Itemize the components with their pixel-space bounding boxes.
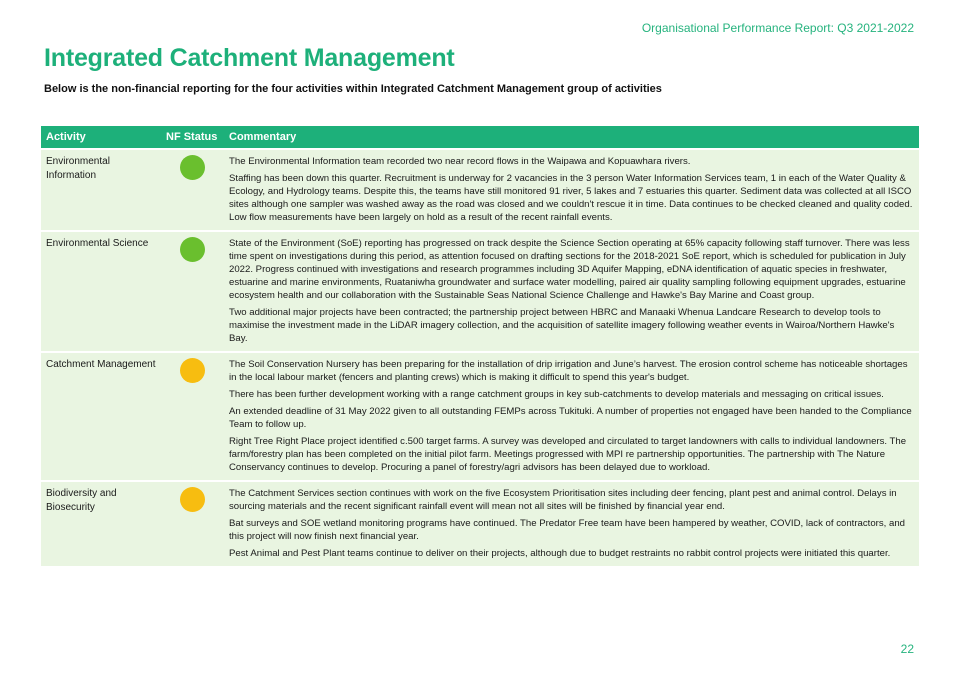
page-number: 22 (900, 642, 914, 656)
column-header-activity: Activity (41, 126, 161, 149)
commentary-cell (224, 149, 919, 231)
table-header-row (41, 126, 919, 149)
commentary-cell (224, 352, 919, 481)
page-subtitle: Below is the non-financial reporting for the four activities within Integrated Catchment Management group of activities (44, 83, 662, 95)
activity-cell: Environmental Science (41, 231, 161, 352)
status-cell (161, 149, 224, 231)
commentary-paragraph: Bat surveys and SOE wetland monitoring programs have continued. The Predator Free team have been hampered by weather, COVID, lack of contractors, and this project will now finish next financial year. (229, 518, 906, 542)
commentary-paragraph: State of the Environment (SoE) reporting has progressed on track despite the Science Section operating at 65% capacity following staff turnover. There was less time spent on investigations during this period, as attention focused on drafting sections for the 2018-2021 SoE report, which is scheduled for publication in July 2022. Progress continued with investigations and research programmes including 3D Aquifer Mapping, eDNA identification of aquatic species in freshwater, estuarine and marine environments, Ruataniwha groundwater and surface water modelling, paired air quality sampling following equipment upgrades, estuarine ecosystem health and our collaboration with the Sustainable Seas National Science Challenge and Hawke's Bay Marine and Coast group. (229, 238, 910, 301)
performance-table (41, 126, 919, 568)
table-row (41, 231, 919, 352)
status-indicator-icon (180, 358, 205, 383)
commentary-paragraph: There has been further development working with a range catchment groups in key sub-catchments to develop materials and messaging on critical issues. (229, 389, 884, 400)
commentary-paragraph: Right Tree Right Place project identified c.500 target farms. A survey was developed and circulated to target landowners with calls to individual landowners. The farm/forestry plan has been completed on the initial pilot farm. Meetings progressed with MPI re partnership opportunities. The partnership with The Nature Conservancy continues to develop. Procuring a panel of forestry/agri advisors has been delayed due to workload. (229, 436, 907, 473)
report-header: Organisational Performance Report: Q3 2021-2022 (641, 21, 914, 35)
commentary-cell (224, 481, 919, 567)
table-row (41, 481, 919, 567)
commentary-paragraph: Pest Animal and Pest Plant teams continue to deliver on their projects, although due to budget restraints no rabbit control projects were initiated this quarter. (229, 548, 891, 559)
status-indicator-icon (180, 155, 205, 180)
status-indicator-icon (180, 237, 205, 262)
status-cell (161, 231, 224, 352)
commentary-paragraph: The Environmental Information team recorded two near record flows in the Waipawa and Kopuawhara rivers. (229, 156, 691, 167)
status-indicator-icon (180, 487, 205, 512)
commentary-paragraph: The Catchment Services section continues with work on the five Ecosystem Prioritisation sites including deer fencing, plant pest and animal control. Delays in sourcing materials and the recent significant rainfall event will mean not all sites will be finished by financial year end. (229, 488, 897, 512)
column-header-commentary: Commentary (224, 126, 919, 149)
table-row (41, 149, 919, 231)
activity-cell: Biodiversity and Biosecurity (41, 481, 161, 567)
activity-cell: Catchment Management (41, 352, 161, 481)
commentary-paragraph: The Soil Conservation Nursery has been preparing for the installation of drip irrigation and June’s harvest. The erosion control scheme has noticeable shortages in the local labour market (fencers and planting crews) which is making it difficult to spend this year's budget. (229, 359, 908, 383)
commentary-paragraph: An extended deadline of 31 May 2022 given to all outstanding FEMPs across Tukituki. A number of properties not engaged have been handed to the Compliance Team to follow up. (229, 406, 912, 430)
status-cell (161, 481, 224, 567)
page-title: Integrated Catchment Management (44, 44, 455, 72)
commentary-paragraph: Staffing has been down this quarter. Recruitment is underway for 2 vacancies in the 3 person Water Information Services team, 1 in each of the Water Quality & Ecology, and Hydrology teams. Despite this, the teams have still monitored 91 river, 5 lakes and 7 estuaries this quarter. Sediment data was collected at all ISCO sites although one sampler was washed away as the road was closed and we couldn't rescue it in time. Data continues to be checked cleaned and quality coded. Low flow measurements have been largely on hold as a result of the recent rainfall events. (229, 173, 913, 223)
column-header-nf-status: NF Status (161, 126, 224, 149)
commentary-cell (224, 231, 919, 352)
status-cell (161, 352, 224, 481)
activity-cell: Environmental Information (41, 149, 161, 231)
commentary-paragraph: Two additional major projects have been contracted; the partnership project between HBRC and Manaaki Whenua Landcare Research to develop tools to maximise the investment made in the LiDAR imagery collection, and the acquisition of satellite imagery following weather events in Wairoa/Northern Hawke's Bay. (229, 307, 895, 344)
table-row (41, 352, 919, 481)
